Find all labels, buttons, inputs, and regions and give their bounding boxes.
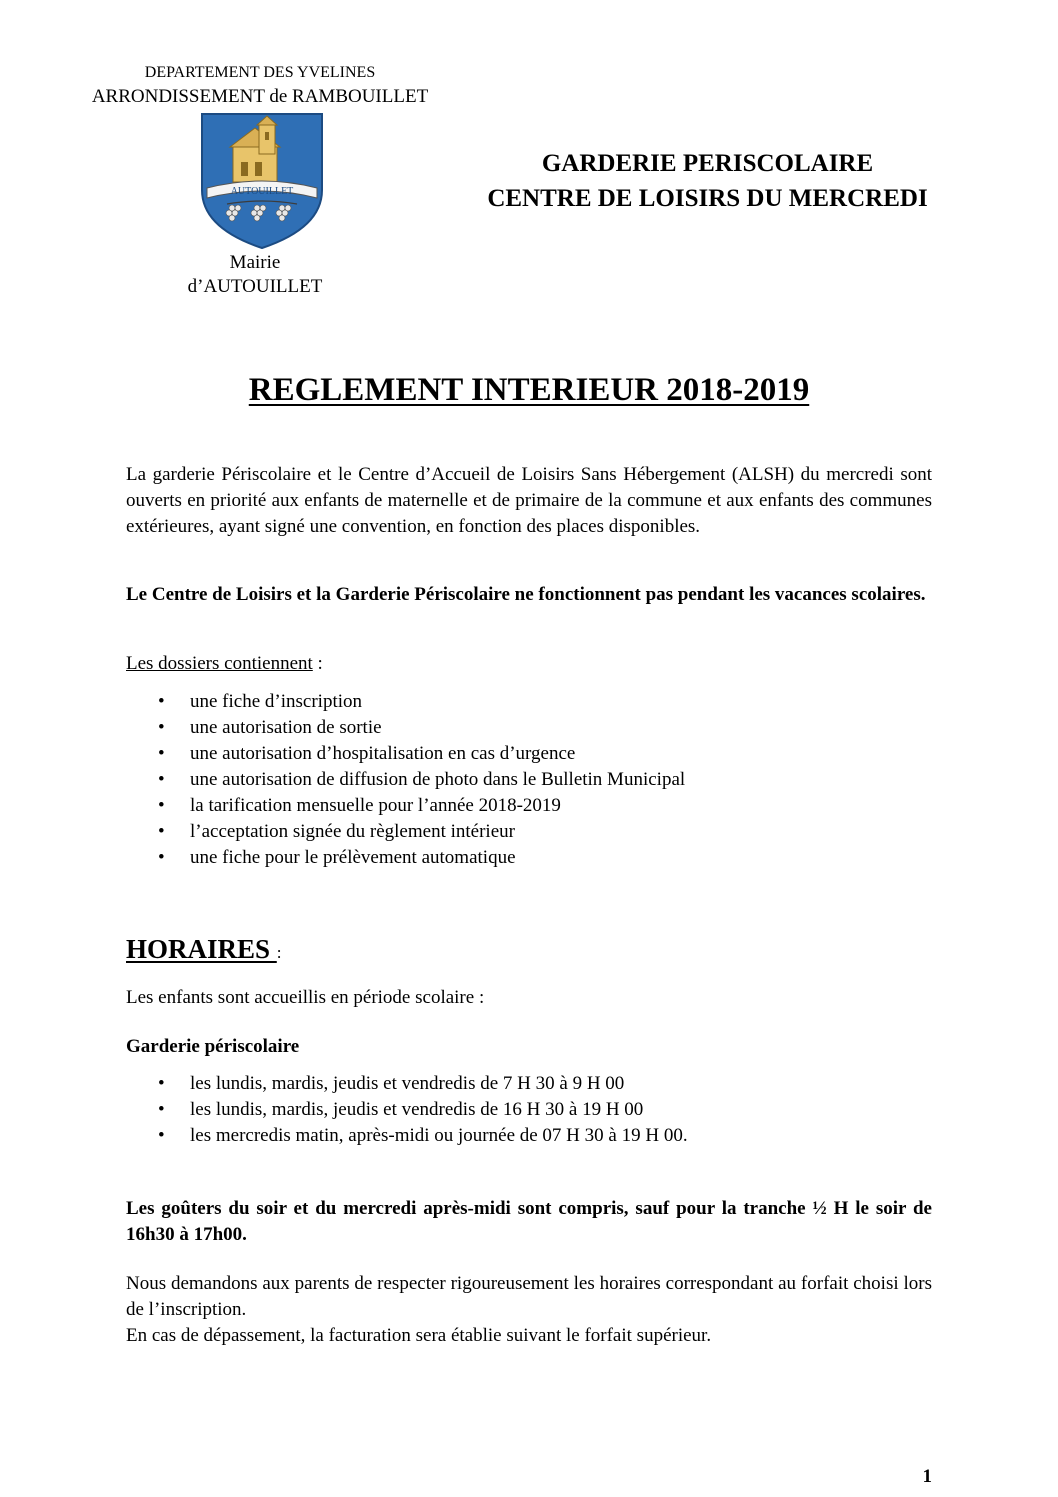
bullet-icon: • bbox=[158, 691, 165, 712]
list-item-text: une fiche d’inscription bbox=[190, 691, 363, 712]
header-title-garderie: GARDERIE PERISCOLAIRE bbox=[541, 150, 874, 177]
list-item-text: une autorisation de diffusion de photo dans le Bulletin Municipal bbox=[190, 769, 686, 790]
list-item-text: l’acceptation signée du règlement intérieur bbox=[190, 821, 515, 842]
header-title-centre: CENTRE DE LOISIRS DU MERCREDI bbox=[487, 185, 928, 212]
bullet-icon: • bbox=[158, 1125, 165, 1146]
parents-notice bbox=[126, 1271, 932, 1349]
list-item-text: les lundis, mardis, jeudis et vendredis de 16 H 30 à 19 H 00 bbox=[190, 1099, 644, 1120]
horaires-heading-colon: : bbox=[276, 943, 282, 962]
bullet-icon: • bbox=[158, 795, 165, 816]
closure-warning: Le Centre de Loisirs et la Garderie Périscolaire ne fonctionnent pas pendant les vacances scolaires. bbox=[126, 584, 926, 605]
dossiers-label bbox=[126, 651, 932, 677]
list-item bbox=[158, 715, 918, 741]
horaires-heading bbox=[126, 934, 282, 965]
list-item bbox=[158, 793, 918, 819]
list-item bbox=[158, 1123, 918, 1149]
garderie-hours-list bbox=[158, 1071, 918, 1149]
list-item bbox=[158, 767, 918, 793]
mairie-name: d’AUTOUILLET bbox=[187, 276, 323, 297]
list-item bbox=[158, 819, 918, 845]
bullet-icon: • bbox=[158, 769, 165, 790]
list-item bbox=[158, 1097, 918, 1123]
list-item bbox=[158, 689, 918, 715]
list-item bbox=[158, 845, 918, 871]
list-item-text: une autorisation de sortie bbox=[190, 717, 382, 738]
dossiers-label-text: Les dossiers contiennent bbox=[126, 653, 313, 674]
mairie-label: Mairie bbox=[229, 252, 281, 273]
bullet-icon: • bbox=[158, 847, 165, 868]
gouter-note: Les goûters du soir et du mercredi après-midi sont compris, sauf pour la tranche ½ H le soir de 16h30 à 17h00. bbox=[126, 1198, 932, 1245]
bullet-icon: • bbox=[158, 743, 165, 764]
parents-notice-line1: Nous demandons aux parents de respecter rigoureusement les horaires correspondant au forfait choisi lors de l’inscription. bbox=[126, 1273, 932, 1320]
bullet-icon: • bbox=[158, 821, 165, 842]
intro-paragraph: La garderie Périscolaire et le Centre d’Accueil de Loisirs Sans Hébergement (ALSH) du mercredi sont ouverts en priorité aux enfants de maternelle et de primaire de la commune et aux enfants des communes extérieures, ayant signé une convention, en fonction des places disponibles. bbox=[126, 464, 932, 537]
dossiers-label-colon: : bbox=[312, 653, 323, 674]
autouillet-crest-logo bbox=[197, 110, 327, 250]
dossiers-list bbox=[158, 689, 918, 871]
page-title: REGLEMENT INTERIEUR 2018-2019 bbox=[248, 372, 810, 408]
parents-notice-line2: En cas de dépassement, la facturation sera établie suivant le forfait supérieur. bbox=[126, 1325, 712, 1346]
list-item-text: les mercredis matin, après-midi ou journée de 07 H 30 à 19 H 00. bbox=[190, 1125, 688, 1146]
crest-banner-text: AUTOUILLET bbox=[230, 186, 294, 197]
garderie-heading: Garderie périscolaire bbox=[126, 1036, 300, 1057]
list-item bbox=[158, 1071, 918, 1097]
departement-line: DEPARTEMENT DES YVELINES bbox=[144, 64, 376, 81]
bullet-icon: • bbox=[158, 1099, 165, 1120]
page-number: 1 bbox=[922, 1466, 932, 1487]
list-item bbox=[158, 741, 918, 767]
list-item-text: une autorisation d’hospitalisation en cas d’urgence bbox=[190, 743, 576, 764]
accueil-text: Les enfants sont accueillis en période scolaire : bbox=[126, 987, 485, 1008]
bullet-icon: • bbox=[158, 1073, 165, 1094]
horaires-heading-text: HORAIRES bbox=[126, 934, 277, 964]
bullet-icon: • bbox=[158, 717, 165, 738]
list-item-text: les lundis, mardis, jeudis et vendredis de 7 H 30 à 9 H 00 bbox=[190, 1073, 625, 1094]
arrondissement-line: ARRONDISSEMENT de RAMBOUILLET bbox=[91, 86, 429, 107]
list-item-text: une fiche pour le prélèvement automatique bbox=[190, 847, 516, 868]
list-item-text: la tarification mensuelle pour l’année 2018-2019 bbox=[190, 795, 561, 816]
